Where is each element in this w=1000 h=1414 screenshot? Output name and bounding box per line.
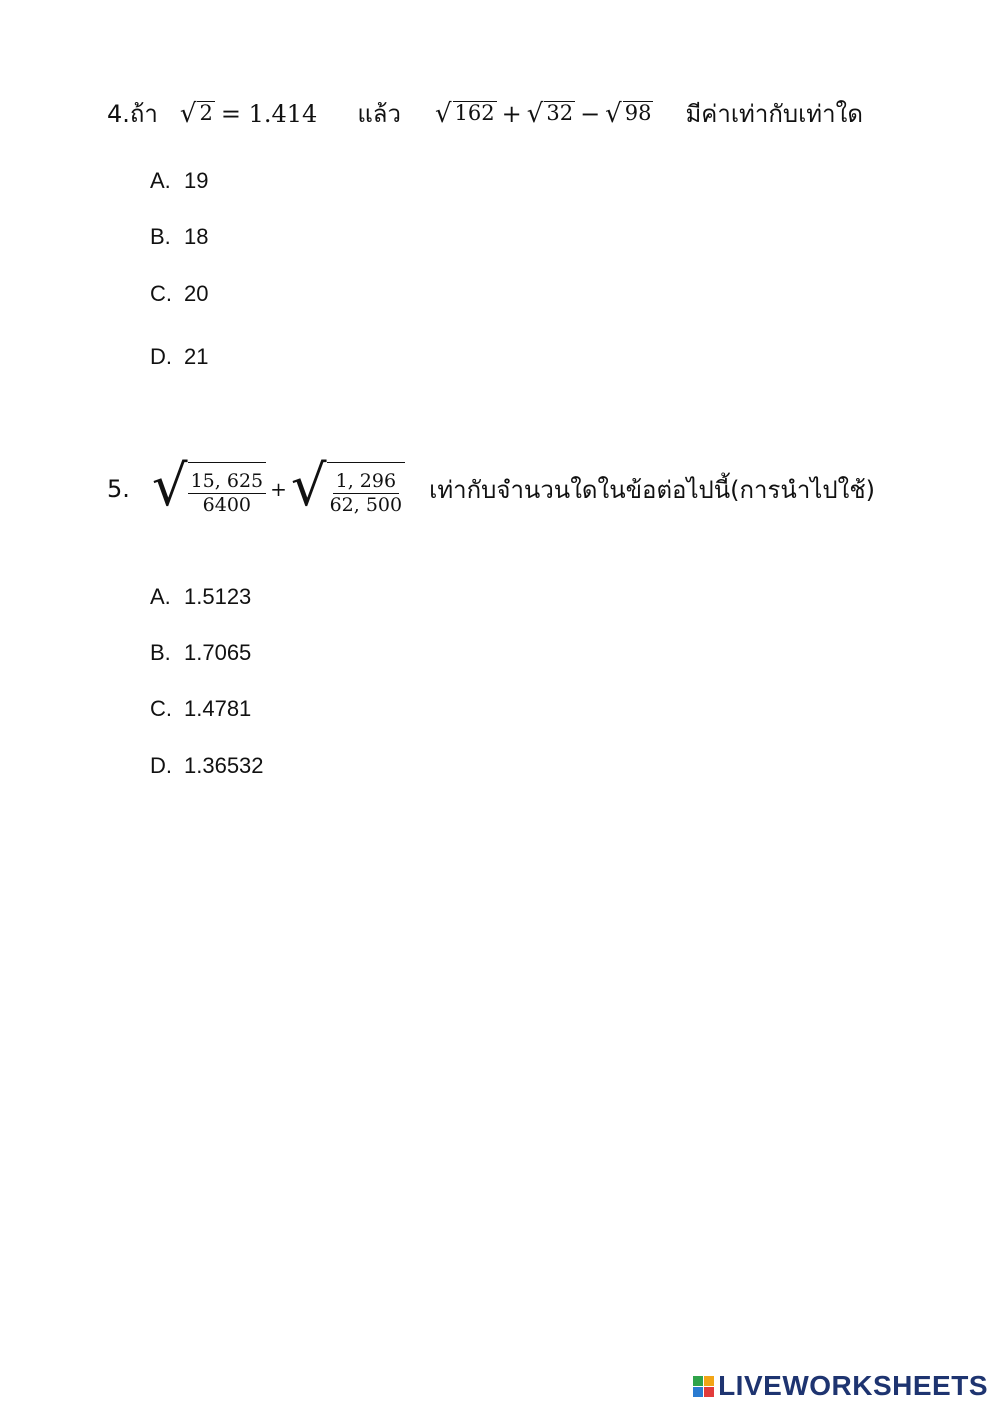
option-value: 1.36532 xyxy=(184,753,264,778)
logo-blocks-icon xyxy=(693,1376,714,1397)
question-4-text: มีค่าเท่ากับเท่าใด xyxy=(685,100,863,128)
then-word: แล้ว xyxy=(357,100,401,128)
option-letter: A. xyxy=(150,168,171,193)
liveworksheets-logo xyxy=(693,1370,988,1402)
fraction-1-numerator: 15, 625 xyxy=(188,470,267,494)
question-5 xyxy=(107,454,875,519)
option-letter: B. xyxy=(150,224,171,249)
given-equation xyxy=(180,100,317,128)
question-5-number: 5. xyxy=(107,475,130,504)
sqrt-2: √ 2 xyxy=(179,98,213,129)
option-letter: C. xyxy=(150,696,172,721)
fraction-2-denominator: 62, 500 xyxy=(329,493,403,516)
option-value: 1.4781 xyxy=(184,696,252,721)
option-letter: A. xyxy=(150,584,171,609)
question-5-text: เท่ากับจำนวนใดในข้อต่อไปนี้(การนำไปใช้) xyxy=(429,475,875,504)
option-letter: B. xyxy=(150,640,171,665)
option-value: 1.5123 xyxy=(184,584,252,609)
question-4 xyxy=(107,94,863,133)
q4-option-a[interactable] xyxy=(150,168,208,194)
option-letter: C. xyxy=(150,281,172,306)
q4-option-b[interactable] xyxy=(150,224,208,250)
sqrt-32: √ 32 xyxy=(526,98,574,129)
q5-option-b[interactable] xyxy=(150,640,251,666)
q5-option-c[interactable] xyxy=(150,696,251,722)
q5-option-d[interactable] xyxy=(150,753,264,779)
option-letter: D. xyxy=(150,344,172,369)
given-rhs: = 1.414 xyxy=(220,99,318,128)
option-value: 19 xyxy=(184,168,209,193)
sqrt-98: √ 98 xyxy=(605,98,652,129)
option-value: 18 xyxy=(184,224,209,249)
option-value: 20 xyxy=(184,281,209,306)
sqrt-162: √ 162 xyxy=(434,98,495,129)
expression xyxy=(435,100,654,128)
question-4-number: 4.ถ้า xyxy=(107,100,158,128)
sqrt-fraction-2: √ $\frac{1, 296}{62, 500}$ xyxy=(291,462,405,517)
fraction-1-denominator: 6400 xyxy=(202,493,252,516)
option-value: 1.7065 xyxy=(184,640,252,665)
logo-text: LIVEWORKSHEETS xyxy=(718,1370,988,1401)
minus-sign: − xyxy=(580,99,601,128)
q4-option-d[interactable] xyxy=(150,344,208,370)
sqrt-fraction-1: √ $\frac{15, 625}{6400}$ xyxy=(152,462,266,517)
q5-expression xyxy=(151,454,405,519)
q4-option-c[interactable] xyxy=(150,281,208,307)
q5-option-a[interactable] xyxy=(150,584,251,610)
option-value: 21 xyxy=(184,344,209,369)
fraction-2-numerator: 1, 296 xyxy=(333,470,399,494)
option-letter: D. xyxy=(150,753,172,778)
plus-sign: + xyxy=(501,99,522,128)
plus-sign: + xyxy=(270,477,287,502)
